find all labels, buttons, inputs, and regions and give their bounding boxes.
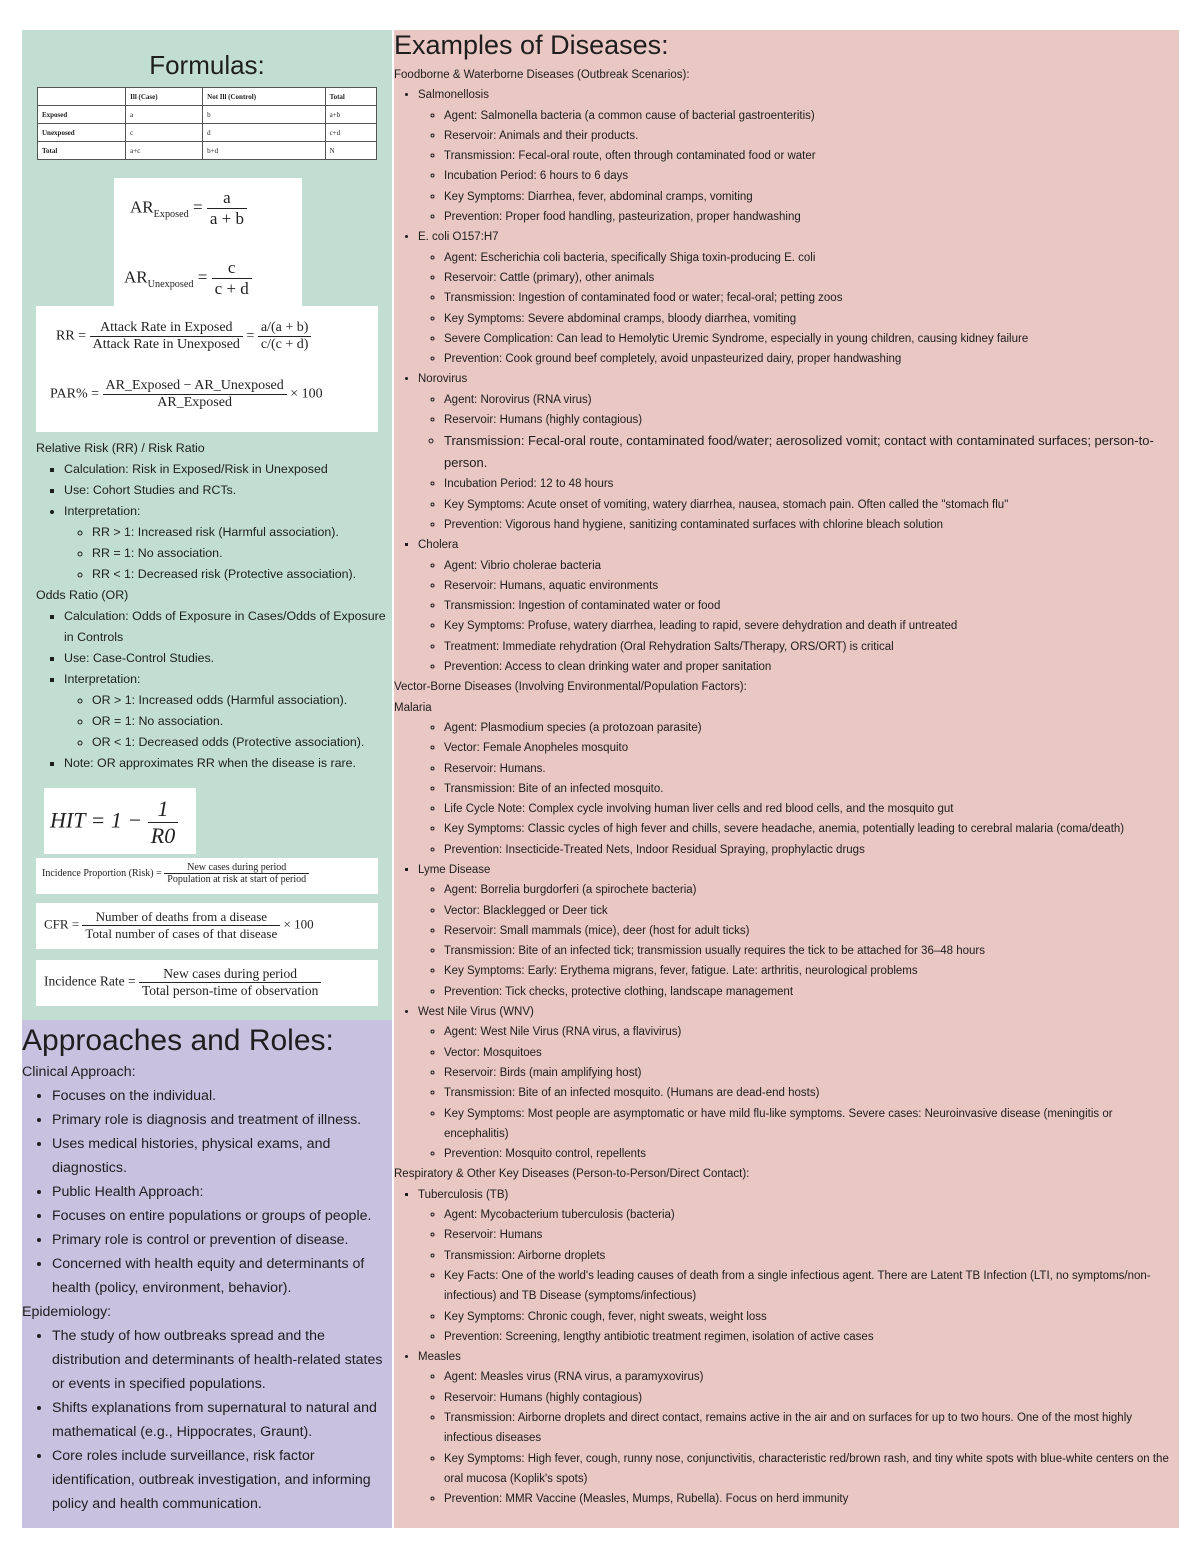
list-item: ▪ Calculation: Risk in Exposed/Risk in Unexposed — [64, 459, 386, 480]
disease-name: Malaria — [394, 701, 432, 714]
list-item: ◦ Reservoir: Humans. — [444, 759, 1179, 779]
list-item: • Interpretation: ◦ RR > 1: Increased risk (Harmful association). ◦ RR = 1: No association. ◦ RR < 1: Decreased risk (Protective association). — [64, 501, 386, 585]
list-item: ◦ Agent: Vibrio cholerae bacteria — [444, 556, 1179, 576]
list-item: ◦ Incubation Period: 6 hours to 6 days — [444, 166, 1179, 186]
list-item: ◦ RR > 1: Increased risk (Harmful association). — [92, 522, 386, 543]
rr-or-notes — [36, 438, 386, 774]
list-item: ◦ Vector: Female Anopheles mosquito — [444, 738, 1179, 758]
disease-item — [418, 718, 1179, 860]
list-item: ◦ Agent: Borrelia burgdorferi (a spirochete bacteria) — [444, 880, 1179, 900]
attack-rate-formulas — [114, 178, 302, 306]
list-item: ◦ Prevention: Insecticide-Treated Nets, Indoor Residual Spraying, prophylactic drugs — [444, 840, 1179, 860]
list-item: ◦ Incubation Period: 12 to 48 hours — [444, 474, 1179, 494]
category-heading: Vector-Borne Diseases (Involving Environmental/Population Factors): — [394, 681, 747, 694]
table-cell: c+d — [325, 124, 376, 142]
list-item: ◦ Prevention: Cook ground beef completely, avoid unpasteurized dairy, proper handwashing — [444, 349, 1179, 369]
category-heading: Respiratory & Other Key Diseases (Person-to-Person/Direct Contact): — [394, 1168, 750, 1181]
list-item: ◦ Transmission: Bite of an infected tick; transmission usually requires the tick to be attached for 36–48 hours — [444, 941, 1179, 961]
list-item: ◦ Key Symptoms: Most people are asymptomatic or have mild flu-like symptoms. Severe cases: Neuroinvasive disease (meningitis or encephalitis) — [444, 1104, 1179, 1145]
list-item: ▪ Use: Cohort Studies and RCTs. — [64, 480, 386, 501]
list-item: ◦ OR < 1: Decreased odds (Protective association). — [92, 732, 386, 753]
list-item: ◦ Transmission: Ingestion of contaminated water or food — [444, 596, 1179, 616]
list-item: • Primary role is diagnosis and treatment of illness. — [52, 1108, 392, 1132]
or-heading: Odds Ratio (OR) — [36, 588, 129, 602]
incidence-rate-formula: Incidence Rate = $\frac{\text{New cases during period}}{\text{Total person-time of observation}}$ — [36, 960, 378, 1006]
list-item: • Uses medical histories, physical exams, and diagnostics. — [52, 1132, 392, 1180]
approaches-panel — [22, 1020, 392, 1528]
list-item: ◦ Key Symptoms: Acute onset of vomiting, watery diarrhea, nausea, stomach pain. Often called the "stomach flu" — [444, 495, 1179, 515]
approaches-content — [22, 1060, 392, 1516]
list-item: ◦ Key Symptoms: Early: Erythema migrans, fever, fatigue. Late: arthritis, neurological problems — [444, 961, 1179, 981]
list-item: ◦ Reservoir: Small mammals (mice), deer (host for adult ticks) — [444, 921, 1179, 941]
list-item: • The study of how outbreaks spread and the distribution and determinants of health-related states or events in specified populations. — [52, 1324, 392, 1396]
list-item: ◦ Transmission: Bite of an infected mosquito. — [444, 779, 1179, 799]
list-item: ◦ Agent: Mycobacterium tuberculosis (bacteria) — [444, 1205, 1179, 1225]
table-cell: a+c — [126, 142, 203, 160]
list-item: ◦ Reservoir: Cattle (primary), other animals — [444, 268, 1179, 288]
incidence-proportion-formula: Incidence Proportion (Risk) = $\frac{\text{New cases during period}}{\text{Population at risk at start of period}}$ — [36, 858, 378, 894]
list-item: ◦ Vector: Blacklegged or Deer tick — [444, 901, 1179, 921]
list-item: ◦ Reservoir: Animals and their products. — [444, 126, 1179, 146]
rr-heading: Relative Risk (RR) / Risk Ratio — [36, 441, 205, 455]
table-cell: N — [325, 142, 376, 160]
list-item: ◦ Agent: Plasmodium species (a protozoan parasite) — [444, 718, 1179, 738]
table-row-label: Exposed — [38, 106, 126, 124]
list-item: ◦ Reservoir: Humans (highly contagious) — [444, 410, 1179, 430]
disease-item: ▪ Cholera ◦ Agent: Vibrio cholerae bacteria ◦ Reservoir: Humans, aquatic environments ◦ Transmission: Ingestion of contaminated water or food ◦ Key Symptoms: Profuse, watery diarrhea, leading to rapid, severe dehydration and death if untreated ◦ Treatment: Immediate rehydration (Oral Rehydration Salts/Therapy, ORS/ORT) is critical ◦ Prevention: Access to clean drinking water and proper sanitation — [418, 535, 1179, 677]
list-item: ◦ Transmission: Fecal-oral route, contaminated food/water; aerosolized vomit; contact with contaminated surfaces; person-to-person. — [444, 430, 1179, 474]
two-by-two-table — [37, 87, 377, 160]
table-cell: b — [203, 106, 325, 124]
list-item: ◦ Key Facts: One of the world's leading causes of death from a single infectious agent. There are Latent TB Infection (LTI, no symptoms/non-infectious) and TB Disease (symptoms/infectious) — [444, 1266, 1179, 1307]
list-item: ◦ Transmission: Airborne droplets and direct contact, remains active in the air and on surfaces for up to two hours. One of the most highly infectious diseases — [444, 1408, 1179, 1449]
list-item: ◦ RR = 1: No association. — [92, 543, 386, 564]
list-item: ◦ Agent: Escherichia coli bacteria, specifically Shiga toxin-producing E. coli — [444, 248, 1179, 268]
rr-formula: RR = $\frac{\text{Attack Rate in Exposed}}{\text{Attack Rate in Unexposed}}$ = $\frac{a/(a + b)}{c/(c + d)}$ — [56, 320, 311, 353]
list-item: ◦ Agent: Salmonella bacteria (a common cause of bacterial gastroenteritis) — [444, 106, 1179, 126]
rr-par-formulas — [36, 306, 378, 432]
list-item: ◦ RR < 1: Decreased risk (Protective association). — [92, 564, 386, 585]
list-item: ◦ Transmission: Airborne droplets — [444, 1246, 1179, 1266]
disease-item: ▪ Lyme Disease ◦ Agent: Borrelia burgdorferi (a spirochete bacteria) ◦ Vector: Blacklegged or Deer tick ◦ Reservoir: Small mammals (mice), deer (host for adult ticks) ◦ Transmission: Bite of an infected tick; transmission usually requires the tick to be attached for 36–48 hours ◦ Key Symptoms: Early: Erythema migrans, fever, fatigue. Late: arthritis, neurological problems ◦ Prevention: Tick checks, protective clothing, landscape management — [418, 860, 1179, 1002]
formulas-panel — [22, 30, 392, 1020]
list-item: ◦ Key Symptoms: Profuse, watery diarrhea, leading to rapid, severe dehydration and death if untreated — [444, 616, 1179, 636]
table-cell: a+b — [325, 106, 376, 124]
diseases-panel — [394, 30, 1179, 1528]
list-item: ◦ Prevention: Screening, lengthy antibiotic treatment regimen, isolation of active cases — [444, 1327, 1179, 1347]
par-formula: PAR% = $\frac{\text{AR\_Exposed − AR\_Unexposed}}{\text{AR\_Exposed}}$ × 100 — [50, 378, 323, 410]
table-cell: d — [203, 124, 325, 142]
list-item: ◦ Reservoir: Humans, aquatic environments — [444, 576, 1179, 596]
list-item: ◦ Reservoir: Humans — [444, 1225, 1179, 1245]
disease-item: • Salmonellosis ◦ Agent: Salmonella bacteria (a common cause of bacterial gastroenteritis) ◦ Reservoir: Animals and their products. ◦ Transmission: Fecal-oral route, often through contaminated food or water ◦ Incubation Period: 6 hours to 6 days ◦ Key Symptoms: Diarrhea, fever, abdominal cramps, vomiting ◦ Prevention: Proper food handling, pasteurization, proper handwashing — [418, 85, 1179, 227]
table-cell: b+d — [203, 142, 325, 160]
list-item: ◦ Prevention: Tick checks, protective clothing, landscape management — [444, 982, 1179, 1002]
list-item: ◦ Transmission: Bite of an infected mosquito. (Humans are dead-end hosts) — [444, 1083, 1179, 1103]
list-item: ◦ Severe Complication: Can lead to Hemolytic Uremic Syndrome, especially in young children, causing kidney failure — [444, 329, 1179, 349]
table-header-cell: Total — [325, 88, 376, 106]
list-item: ◦ Treatment: Immediate rehydration (Oral Rehydration Salts/Therapy, ORS/ORT) is critical — [444, 637, 1179, 657]
list-item: ◦ Prevention: Vigorous hand hygiene, sanitizing contaminated surfaces with chlorine bleach solution — [444, 515, 1179, 535]
table-header-cell — [38, 88, 126, 106]
list-item: ◦ Agent: Norovirus (RNA virus) — [444, 390, 1179, 410]
table-header-cell: Not Ill (Control) — [203, 88, 325, 106]
cfr-formula: CFR = $\frac{\text{Number of deaths from a disease}}{\text{Total number of cases of that disease}}$ × 100 — [36, 903, 378, 949]
table-cell: c — [126, 124, 203, 142]
list-item: ◦ Key Symptoms: High fever, cough, runny nose, conjunctivitis, characteristic red/brown rash, and tiny white spots with blue-white centers on the oral mucosa (Koplik's spots) — [444, 1449, 1179, 1490]
diseases-content — [394, 65, 1179, 1509]
list-item: ◦ Transmission: Ingestion of contaminated food or water; fecal-oral; petting zoos — [444, 288, 1179, 308]
list-item: ▪ Use: Case-Control Studies. — [64, 648, 386, 669]
disease-item: • West Nile Virus (WNV) ◦ Agent: West Nile Virus (RNA virus, a flavivirus) ◦ Vector: Mosquitoes ◦ Reservoir: Birds (main amplifying host) ◦ Transmission: Bite of an infected mosquito. (Humans are dead-end hosts) ◦ Key Symptoms: Most people are asymptomatic or have mild flu-like symptoms. Severe cases: Neuroinvasive disease (meningitis or encephalitis) ◦ Prevention: Mosquito control, repellents — [418, 1002, 1179, 1164]
list-item: ◦ Prevention: Mosquito control, repellents — [444, 1144, 1179, 1164]
list-item: ◦ Reservoir: Birds (main amplifying host) — [444, 1063, 1179, 1083]
disease-item: ▪ Tuberculosis (TB) ◦ Agent: Mycobacterium tuberculosis (bacteria) ◦ Reservoir: Humans ◦ Transmission: Airborne droplets ◦ Key Facts: One of the world's leading causes of death from a single infectious agent. There are Latent TB Infection (LTI, no symptoms/non-infectious) and TB Disease (symptoms/infectious) ◦ Key Symptoms: Chronic cough, fever, night sweats, weight loss ◦ Prevention: Screening, lengthy antibiotic treatment regimen, isolation of active cases — [418, 1185, 1179, 1347]
disease-item: • Measles ◦ Agent: Measles virus (RNA virus, a paramyxovirus) ◦ Reservoir: Humans (highly contagious) ◦ Transmission: Airborne droplets and direct contact, remains active in the air and on surfaces for up to two hours. One of the most highly infectious diseases ◦ Key Symptoms: High fever, cough, runny nose, conjunctivitis, characteristic red/brown rash, and tiny white spots with blue-white centers on the oral mucosa (Koplik's spots) ◦ Prevention: MMR Vaccine (Measles, Mumps, Rubella). Focus on herd immunity — [418, 1347, 1179, 1509]
list-item: • Concerned with health equity and determinants of health (policy, environment, behavior). — [52, 1252, 392, 1300]
list-item: ◦ Vector: Mosquitoes — [444, 1043, 1179, 1063]
list-item: ▪ Calculation: Odds of Exposure in Cases/Odds of Exposure in Controls — [64, 606, 386, 648]
list-item: ◦ Agent: West Nile Virus (RNA virus, a flavivirus) — [444, 1022, 1179, 1042]
list-item: ◦ Agent: Measles virus (RNA virus, a paramyxovirus) — [444, 1367, 1179, 1387]
list-item: ◦ Prevention: Proper food handling, pasteurization, proper handwashing — [444, 207, 1179, 227]
list-item: ◦ Prevention: Access to clean drinking water and proper sanitation — [444, 657, 1179, 677]
list-item: ◦ Life Cycle Note: Complex cycle involving human liver cells and red blood cells, and the mosquito gut — [444, 799, 1179, 819]
approaches-title: Approaches and Roles: — [22, 1024, 334, 1057]
table-header-cell: Ill (Case) — [126, 88, 203, 106]
list-item: ◦ Key Symptoms: Classic cycles of high fever and chills, severe headache, anemia, potentially leading to cerebral malaria (coma/death) — [444, 819, 1179, 839]
list-item: • Primary role is control or prevention of disease. — [52, 1228, 392, 1252]
table-row-label: Total — [38, 142, 126, 160]
table-cell: a — [126, 106, 203, 124]
list-item: ▪ Interpretation: ◦ OR > 1: Increased odds (Harmful association). ◦ OR = 1: No association. ◦ OR < 1: Decreased odds (Protective association). — [64, 669, 386, 753]
list-item: ◦ Key Symptoms: Diarrhea, fever, abdominal cramps, vomiting — [444, 187, 1179, 207]
list-item: ◦ Transmission: Fecal-oral route, often through contaminated food or water — [444, 146, 1179, 166]
disease-item: • Norovirus ◦ Agent: Norovirus (RNA virus) ◦ Reservoir: Humans (highly contagious) ◦ Transmission: Fecal-oral route, contaminated food/water; aerosolized vomit; contact with contaminated surfaces; person-to-person. ◦ Incubation Period: 12 to 48 hours ◦ Key Symptoms: Acute onset of vomiting, watery diarrhea, nausea, stomach pain. Often called the "stomach flu" ◦ Prevention: Vigorous hand hygiene, sanitizing contaminated surfaces with chlorine bleach solution — [418, 369, 1179, 535]
formulas-title: Formulas: — [149, 50, 265, 80]
list-item: ◦ Reservoir: Humans (highly contagious) — [444, 1388, 1179, 1408]
list-item: ◦ Prevention: MMR Vaccine (Measles, Mumps, Rubella). Focus on herd immunity — [444, 1489, 1179, 1509]
epidemiology-heading: Epidemiology: — [22, 1304, 112, 1320]
list-item: • Core roles include surveillance, risk factor identification, outbreak investigation, and informing policy and health communication. — [52, 1444, 392, 1516]
hit-formula: HIT = 1 − $\frac{1}{R0}$ — [44, 788, 196, 854]
ar-exposed-formula: $AR_{Exposed}$ = $\frac{a}{a + b}$ — [130, 188, 247, 229]
list-item: ◦ OR > 1: Increased odds (Harmful association). — [92, 690, 386, 711]
rr-list — [36, 459, 386, 585]
list-item: ◦ Key Symptoms: Severe abdominal cramps, bloody diarrhea, vomiting — [444, 309, 1179, 329]
table-row-label: Unexposed — [38, 124, 126, 142]
list-item: • Shifts explanations from supernatural to natural and mathematical (e.g., Hippocrates, Graunt). — [52, 1396, 392, 1444]
list-item: ◦ OR = 1: No association. — [92, 711, 386, 732]
category-heading: Foodborne & Waterborne Diseases (Outbreak Scenarios): — [394, 69, 690, 81]
or-list — [36, 606, 386, 774]
list-item: ▪ Note: OR approximates RR when the disease is rare. — [64, 753, 386, 774]
list-item: • Focuses on the individual. — [52, 1084, 392, 1108]
list-item: ◦ Key Symptoms: Chronic cough, fever, night sweats, weight loss — [444, 1307, 1179, 1327]
disease-item: • E. coli O157:H7 ◦ Agent: Escherichia coli bacteria, specifically Shiga toxin-producing E. coli ◦ Reservoir: Cattle (primary), other animals ◦ Transmission: Ingestion of contaminated food or water; fecal-oral; petting zoos ◦ Key Symptoms: Severe abdominal cramps, bloody diarrhea, vomiting ◦ Severe Complication: Can lead to Hemolytic Uremic Syndrome, especially in young children, causing kidney failure ◦ Prevention: Cook ground beef completely, avoid unpasteurized dairy, proper handwashing — [418, 227, 1179, 369]
list-item: • Focuses on entire populations or groups of people. — [52, 1204, 392, 1228]
ar-unexposed-formula: $AR_{Unexposed}$ = $\frac{c}{c + d}$ — [124, 258, 252, 299]
diseases-title: Examples of Diseases: — [394, 30, 669, 60]
public-health-heading: • Public Health Approach: — [52, 1180, 392, 1204]
clinical-heading: Clinical Approach: — [22, 1064, 136, 1080]
